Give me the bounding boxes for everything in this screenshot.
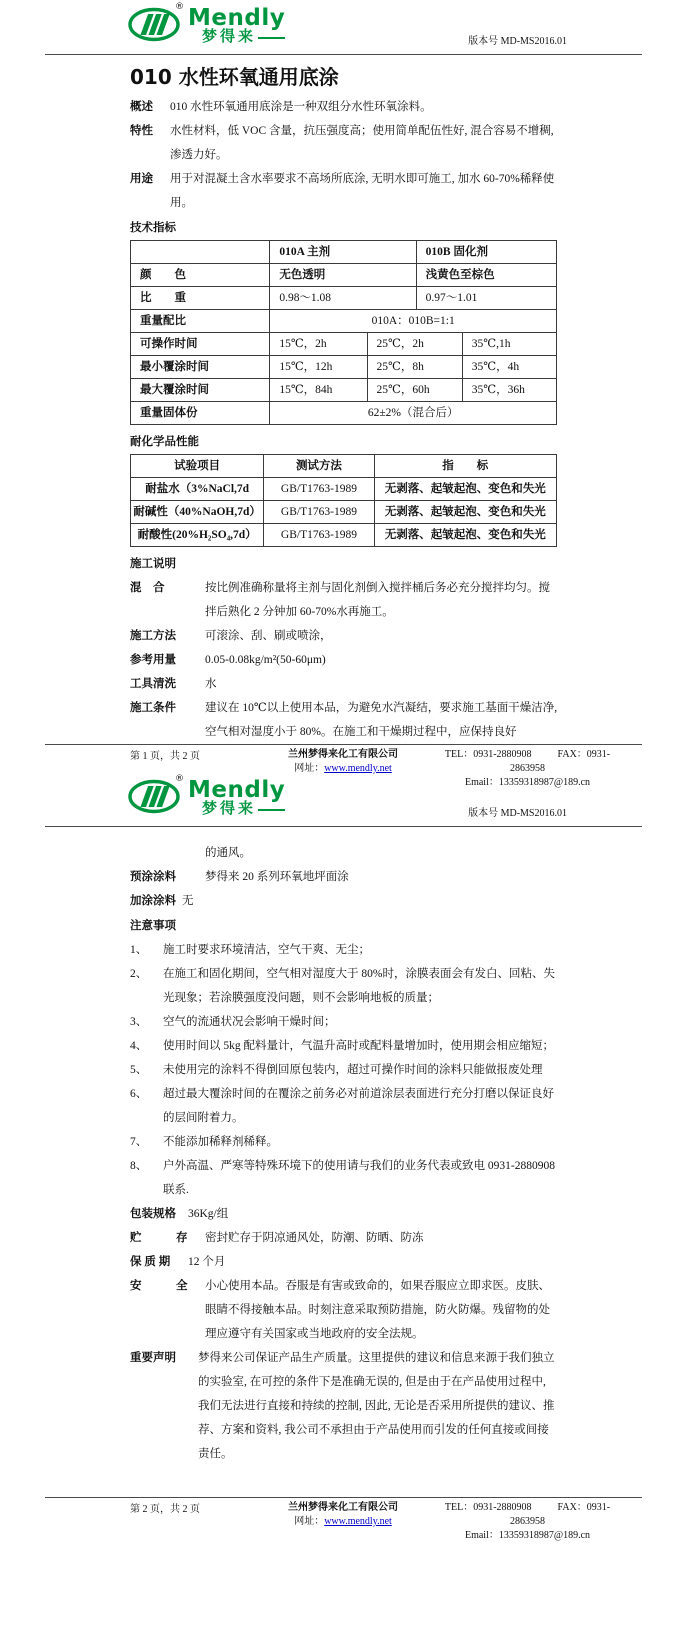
features-row xyxy=(130,119,558,167)
page-1 xyxy=(0,0,687,788)
table-row xyxy=(131,379,557,402)
website-label: 网址： xyxy=(294,1516,325,1527)
precoat-label: 预涂涂料 xyxy=(130,871,176,883)
company-name: 兰州梦得来化工有限公司 xyxy=(288,749,398,760)
packing-text: 36Kg/组 xyxy=(188,1208,229,1220)
page-2 xyxy=(0,772,687,1638)
construction-section-title: 施工说明 xyxy=(130,558,176,570)
dosage-text: 0.05-0.08kg/m²(50-60μm) xyxy=(205,654,326,666)
list-item xyxy=(130,1154,558,1202)
tech-maxrecoat-15: 15℃，84h xyxy=(270,379,367,402)
chem-acid-method: GB/T1763-1989 xyxy=(264,524,374,547)
tech-gravity-b: 0.97～1.01 xyxy=(416,287,556,310)
footer-company-block xyxy=(258,1501,428,1543)
company-fax: FAX：0931-2863958 xyxy=(510,749,611,774)
note-text: 施工时要求环境清洁，空气干爽、无尘； xyxy=(163,944,370,956)
table-row xyxy=(131,402,557,425)
company-tel: TEL：0931-2880908 xyxy=(444,749,532,760)
table-row xyxy=(131,455,557,478)
shelf-life-row xyxy=(130,1250,558,1274)
note-text: 使用时间以 5kg 配料量计，气温升高时或配料量增加时，使用期会相应缩短； xyxy=(163,1040,554,1052)
table-row xyxy=(131,287,557,310)
overview-text: 010 水性环氧通用底涂是一种双组分水性环氧涂料。 xyxy=(170,101,432,113)
tech-maxrecoat-35: 35℃，36h xyxy=(462,379,556,402)
chem-acid-item: 耐酸性(20%H₂SO₄,7d） xyxy=(131,524,264,547)
note-number: 6、 xyxy=(130,1088,148,1100)
table-row xyxy=(131,501,557,524)
cleaning-label: 工具清洗 xyxy=(130,678,176,690)
note-text: 户外高温、严寒等特殊环境下的使用请与我们的业务代表或致电 0931-2880908 联系. xyxy=(163,1160,555,1196)
storage-row xyxy=(130,1226,558,1250)
chem-header-method: 测试方法 xyxy=(264,455,374,478)
tech-ratio-label: 重量配比 xyxy=(131,310,270,333)
website-link[interactable]: www.mendly.net xyxy=(324,1516,392,1527)
mendly-oval-m-icon xyxy=(128,778,182,815)
tech-potlife-label: 可操作时间 xyxy=(131,333,270,356)
page1-content xyxy=(0,55,687,744)
storage-label: 贮 存 xyxy=(130,1232,188,1244)
list-item xyxy=(130,1058,558,1082)
cleaning-row xyxy=(130,672,558,696)
table-row xyxy=(131,478,557,501)
statement-label: 重要声明 xyxy=(130,1352,176,1364)
note-number: 7、 xyxy=(130,1136,148,1148)
tech-minrecoat-15: 15℃，12h xyxy=(270,356,367,379)
mendly-logo xyxy=(128,774,286,824)
list-item xyxy=(130,962,558,1010)
mixing-text: 按比例准确称量将主剂与固化剂倒入搅拌桶后务必充分搅拌均匀。搅拌后熟化 2 分钟加 60-70%水再施工。 xyxy=(205,582,550,618)
shelf-life-label: 保 质 期 xyxy=(130,1256,171,1268)
doc-title: 010 水性环氧通用底涂 xyxy=(130,65,339,89)
brand-name-cn: 梦得来 xyxy=(202,29,257,45)
chem-header-item: 试验项目 xyxy=(131,455,264,478)
precoat-text: 梦得来 20 系列环氧地坪面涂 xyxy=(205,871,349,883)
list-item xyxy=(130,1034,558,1058)
mendly-logo-mark xyxy=(128,774,184,824)
precoat-row xyxy=(130,865,558,889)
list-item xyxy=(130,1130,558,1154)
packing-row xyxy=(130,1202,558,1226)
mendly-oval-m-icon xyxy=(128,6,182,43)
dosage-label: 参考用量 xyxy=(130,654,176,666)
tech-color-a: 无色透明 xyxy=(270,264,416,287)
brand-text xyxy=(188,778,285,818)
tech-gravity-label: 比 重 xyxy=(131,287,270,310)
tech-maxrecoat-label: 最大覆涂时间 xyxy=(131,379,270,402)
note-text: 在施工和固化期间，空气相对湿度大于 80%时，涂膜表面会有发白、回粘、失光现象；若涂膜强度没问题，则不会影响地板的质量； xyxy=(163,968,555,1004)
conditions-text: 建议在 10℃以上使用本品，为避免水汽凝结，要求施工基面干燥洁净, 空气相对湿度小于 80%。在施工和干燥期过程中，应保持良好 xyxy=(205,702,558,738)
company-fax: FAX：0931-2863958 xyxy=(510,1502,611,1527)
chem-salt-method: GB/T1763-1989 xyxy=(264,478,374,501)
conditions-label: 施工条件 xyxy=(130,702,176,714)
note-text: 空气的流通状况会影响干燥时间； xyxy=(163,1016,336,1028)
version-label: 版本号 MD-MS2016.01 xyxy=(468,36,567,47)
brand-underline xyxy=(258,37,285,39)
page-header xyxy=(0,0,687,54)
list-item xyxy=(130,938,558,962)
shelf-life-text: 12 个月 xyxy=(188,1256,226,1268)
company-tel: TEL：0931-2880908 xyxy=(444,1502,532,1513)
method-text: 可滚涂、刮、刷或喷涂， xyxy=(205,630,332,642)
brand-text xyxy=(188,6,285,46)
website-label: 网址： xyxy=(294,763,325,774)
packing-label: 包装规格 xyxy=(130,1208,176,1220)
note-number: 5、 xyxy=(130,1064,148,1076)
note-number: 2、 xyxy=(130,968,148,980)
tech-minrecoat-label: 最小覆涂时间 xyxy=(131,356,270,379)
footer-contact-block xyxy=(428,1501,627,1543)
chem-section-title: 耐化学品性能 xyxy=(130,436,199,448)
topcoat-row xyxy=(130,889,558,913)
mixing-label: 混 合 xyxy=(130,582,165,594)
tech-col-a-header: 010A 主剂 xyxy=(270,241,416,264)
brand-name-cn: 梦得来 xyxy=(202,801,257,817)
company-name: 兰州梦得来化工有限公司 xyxy=(288,1502,398,1513)
page2-footer xyxy=(0,1497,687,1543)
tech-ratio-value: 010A：010B=1:1 xyxy=(270,310,557,333)
brand-underline xyxy=(258,809,285,811)
tech-potlife-25: 25℃，2h xyxy=(367,333,462,356)
tech-solids-label: 重量固体份 xyxy=(131,402,270,425)
dosage-row xyxy=(130,648,558,672)
note-text: 不能添加稀释剂稀释。 xyxy=(163,1136,278,1148)
method-row xyxy=(130,624,558,648)
tech-section-title: 技术指标 xyxy=(130,222,176,234)
list-item xyxy=(130,1010,558,1034)
tech-maxrecoat-25: 25℃，60h xyxy=(367,379,462,402)
conditions-row xyxy=(130,696,558,744)
features-text: 水性材料，低 VOC 含量，抗压强度高；使用简单配伍性好, 混合容易不增稠, 渗透力好。 xyxy=(170,125,554,161)
tech-potlife-35: 35℃,1h xyxy=(462,333,556,356)
tech-color-label: 颜 色 xyxy=(131,264,270,287)
chemical-resistance-table xyxy=(130,454,557,547)
note-number: 4、 xyxy=(130,1040,148,1052)
tech-minrecoat-35: 35℃，4h xyxy=(462,356,556,379)
tech-corner-cell xyxy=(131,241,270,264)
company-email: Email：13359318987@189.cn xyxy=(464,1530,591,1541)
chem-acid-result: 无剥落、起皱起泡、变色和失光 xyxy=(374,524,556,547)
notes-section-title: 注意事项 xyxy=(130,920,176,932)
page-header xyxy=(0,772,687,826)
registered-trademark-icon: ® xyxy=(175,2,184,12)
storage-text: 密封贮存于阴凉通风处，防潮、防晒、防冻 xyxy=(205,1232,424,1244)
statement-text: 梦得来公司保证产品生产质量。这里提供的建议和信息来源于我们独立的实验室, 在可控的条件下是准确无误的, 但是由于在产品使用过程中, 我们无法进行直接和持续的控制, 因此, 无论是否采用所提供的建议、推荐、方案和资料, 我公司不承担由于产品使用而引发的任何直接或间接责任。 xyxy=(198,1352,555,1460)
footer-rule xyxy=(45,744,642,745)
chem-alkali-result: 无剥落、起皱起泡、变色和失光 xyxy=(374,501,556,524)
table-row xyxy=(131,241,557,264)
tech-minrecoat-25: 25℃，8h xyxy=(367,356,462,379)
note-number: 3、 xyxy=(130,1016,148,1028)
mixing-row xyxy=(130,576,558,624)
tech-col-b-header: 010B 固化剂 xyxy=(416,241,556,264)
method-label: 施工方法 xyxy=(130,630,176,642)
footer-rule xyxy=(45,1497,642,1498)
brand-name: Mendly xyxy=(188,5,286,31)
tech-gravity-a: 0.98～1.08 xyxy=(270,287,416,310)
mendly-logo-mark xyxy=(128,2,184,52)
note-number: 8、 xyxy=(130,1160,148,1172)
usage-text: 用于对混凝土含水率要求不高场所底涂, 无明水即可施工, 加水 60-70%稀释使用。 xyxy=(170,173,555,209)
table-row xyxy=(131,264,557,287)
tech-color-b: 浅黄色至棕色 xyxy=(416,264,556,287)
company-email: Email：13359318987@189.cn xyxy=(464,777,591,788)
brand-name: Mendly xyxy=(188,777,286,803)
note-number: 1、 xyxy=(130,944,148,956)
usage-label: 用途 xyxy=(130,173,153,185)
tech-potlife-15: 15℃，2h xyxy=(270,333,367,356)
note-text: 超过最大覆涂时间的在覆涂之前务必对前道涂层表面进行充分打磨以保证良好的层间附着力。 xyxy=(163,1088,554,1124)
conditions-continuation-text: 的通风。 xyxy=(205,847,251,859)
registered-trademark-icon: ® xyxy=(175,774,184,784)
version-label: 版本号 MD-MS2016.01 xyxy=(468,808,567,819)
table-row xyxy=(131,524,557,547)
chem-alkali-method: GB/T1763-1989 xyxy=(264,501,374,524)
list-item xyxy=(130,1082,558,1130)
table-row xyxy=(131,310,557,333)
page-number: 第 2 页，共 2 页 xyxy=(130,1504,200,1515)
note-text: 未使用完的涂料不得倒回原包装内，超过可操作时间的涂料只能做报废处理 xyxy=(163,1064,543,1076)
overview-label: 概述 xyxy=(130,101,153,113)
website-link[interactable]: www.mendly.net xyxy=(324,763,392,774)
tech-specs-table xyxy=(130,240,557,425)
chem-salt-result: 无剥落、起皱起泡、变色和失光 xyxy=(374,478,556,501)
chem-salt-item: 耐盐水（3%NaCl,7d xyxy=(131,478,264,501)
overview-row xyxy=(130,95,558,119)
statement-row xyxy=(130,1346,558,1466)
topcoat-text: 无 xyxy=(182,895,194,907)
page-number: 第 1 页，共 2 页 xyxy=(130,751,200,762)
chem-header-result: 指 标 xyxy=(374,455,556,478)
table-row xyxy=(131,356,557,379)
page2-content xyxy=(0,827,687,1466)
safety-text: 小心使用本品。吞服是有害或致命的，如果吞服应立即求医。皮肤、眼睛不得接触本品。时刻注意采取预防措施，防火防爆。残留物的处理应遵守有关国家或当地政府的安全法规。 xyxy=(205,1280,550,1340)
mendly-logo xyxy=(128,2,286,52)
safety-row xyxy=(130,1274,558,1346)
usage-row xyxy=(130,167,558,215)
tech-solids-value: 62±2%（混合后） xyxy=(270,402,557,425)
chem-alkali-item: 耐碱性（40%NaOH,7d） xyxy=(131,501,264,524)
safety-label: 安 全 xyxy=(130,1280,188,1292)
cleaning-text: 水 xyxy=(205,678,217,690)
topcoat-label: 加涂涂料 xyxy=(130,895,176,907)
features-label: 特性 xyxy=(130,125,153,137)
table-row xyxy=(131,333,557,356)
